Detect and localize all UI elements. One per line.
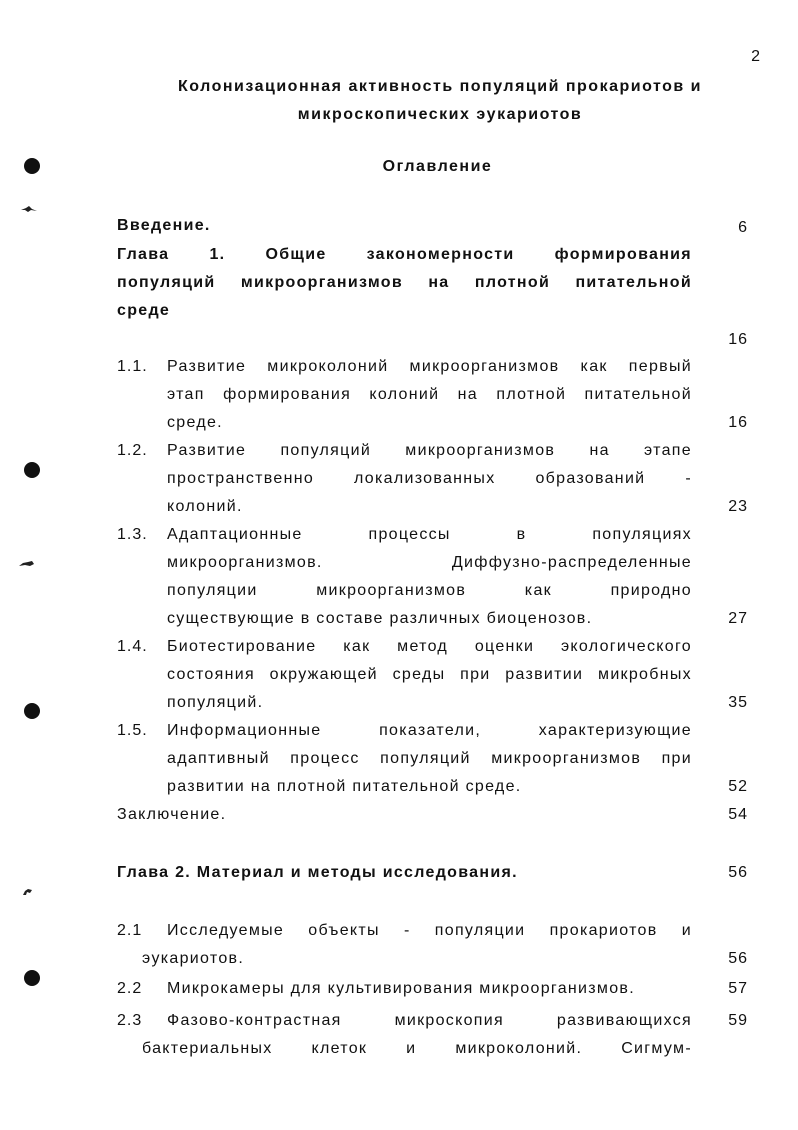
toc-heading: Оглавление [382,158,493,175]
toc-page-number: 54 [728,806,748,823]
word: бактериальных [142,1040,273,1057]
document-title [160,73,720,129]
toc-section-number: 2.3 [117,1012,143,1029]
word: при [661,750,692,767]
word: в [516,526,527,543]
word: метод [397,638,449,655]
word: микроорганизмов [316,582,467,599]
word: популяций [117,274,216,291]
word: экологического [560,638,692,655]
word: оценки [474,638,535,655]
word: прокариотов [549,922,658,939]
ink-speck-icon [20,205,38,213]
word: популяций [380,750,471,767]
word: развитии [505,666,584,683]
title-line-2: микроскопических эукариотов [297,106,583,123]
punch-hole-icon [24,970,40,986]
word: как [343,638,371,655]
toc-line: популяций. [167,694,264,711]
toc-page-number: 56 [728,950,748,967]
word: микроорганизмов [240,274,403,291]
word: плотной [496,386,567,403]
toc-page-number: 52 [728,778,748,795]
word: и [681,922,692,939]
toc-page-number: 35 [728,694,748,711]
toc-entry-label: Введение. [117,217,211,234]
word: процесс [290,750,360,767]
toc-line [167,440,692,462]
word: Информационные [167,722,322,739]
word: клеток [311,1040,368,1057]
word: Адаптационные [167,526,303,543]
word: этапе [644,442,692,459]
word: процессы [368,526,451,543]
word: микроколоний [267,358,389,375]
word: микробных [598,666,692,683]
word: формирования [554,246,692,263]
word: окружающей [269,666,378,683]
ink-speck-icon [18,560,36,568]
word: этап [167,386,205,403]
word: и [406,1040,417,1057]
toc-line: среде [117,302,171,319]
word: - [685,470,692,487]
toc-line: колоний. [167,498,243,515]
word: при [460,666,491,683]
word: на [428,274,450,291]
toc-line: эукариотов. [142,950,245,967]
toc-section-number: 2.1 [117,922,143,939]
word: среды [392,666,446,683]
toc-section-number: 2.2 [117,980,143,997]
toc-line [167,580,692,602]
toc-line [167,664,692,686]
toc-line [167,552,692,574]
word: микроорганизмов [405,442,556,459]
toc-line: развитии на плотной питательной среде. [167,778,522,795]
toc-line [142,1038,692,1060]
word: развивающихся [556,1012,692,1029]
toc-line [167,468,692,490]
word: характеризующие [538,722,692,739]
page-number: 2 [751,48,761,65]
word: как [580,358,608,375]
punch-hole-icon [24,703,40,719]
toc-line: среде. [167,414,223,431]
toc-line [167,356,692,378]
word: популяции [167,582,258,599]
word: колоний [369,386,440,403]
toc-entry-label: Глава 2. Материал и методы исследования. [117,864,518,881]
word: Сигмум- [621,1040,692,1057]
word: Развитие [167,442,247,459]
toc-entry-label: Заключение. [117,806,227,823]
word: на [589,442,610,459]
toc-section-number: 1.1. [117,358,148,375]
word: микроорганизмов [491,750,642,767]
toc-section-number: 1.3. [117,526,148,543]
toc-line [117,244,692,266]
word: микроорганизмов [409,358,560,375]
word: формирования [223,386,352,403]
word: на [457,386,479,403]
ink-speck-icon [20,888,38,896]
word: микроорганизмов. [167,554,323,571]
toc-page-number: 6 [738,219,748,236]
word: показатели, [379,722,482,739]
toc-section-number: 1.2. [117,442,148,459]
toc-line [167,920,692,942]
punch-hole-icon [24,462,40,478]
word: питательной [575,274,692,291]
word: локализованных [353,470,496,487]
word: Общие [265,246,327,263]
word: популяций [280,442,372,459]
word: первый [628,358,692,375]
word: питательной [584,386,692,403]
word: микроколоний. [455,1040,583,1057]
word: 1. [209,246,226,263]
word: плотной [474,274,551,291]
toc-line: Микрокамеры для культивирования микроорганизмов. [167,980,635,997]
toc-line [117,272,692,294]
toc-page-number: 57 [728,980,748,997]
word: природно [610,582,692,599]
toc-page-number: 56 [728,864,748,881]
toc-line [167,524,692,546]
word: объекты [308,922,380,939]
toc-page-number: 23 [728,498,748,515]
word: образований [535,470,646,487]
toc-line [167,720,692,742]
word: закономерности [366,246,515,263]
word: как [524,582,552,599]
title-line-1: Колонизационная активность популяций прокариотов и [178,78,702,95]
toc-line [167,384,692,406]
toc-page-number: 16 [728,331,748,348]
word: - [404,922,411,939]
toc-line [167,636,692,658]
word: Исследуемые [167,922,285,939]
toc-line: существующие в составе различных биоценозов. [167,610,593,627]
word: Диффузно-распределенные [451,554,692,571]
word: Глава [117,246,170,263]
toc-line [167,748,692,770]
toc-line [167,1010,692,1032]
word: Фазово-контрастная [167,1012,342,1029]
word: Развитие [167,358,247,375]
toc-page-number: 16 [728,414,748,431]
toc-page-number: 59 [728,1012,748,1029]
word: адаптивный [167,750,270,767]
word: состояния [167,666,255,683]
toc-section-number: 1.4. [117,638,148,655]
toc-section-number: 1.5. [117,722,148,739]
word: популяции [434,922,526,939]
word: микроскопия [394,1012,504,1029]
toc-page-number: 27 [728,610,748,627]
word: пространственно [167,470,315,487]
word: популяциях [592,526,692,543]
word: Биотестирование [167,638,317,655]
